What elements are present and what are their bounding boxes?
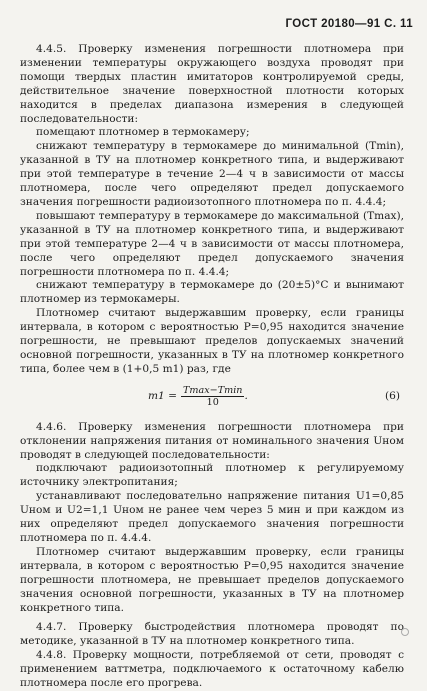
paragraph-4-4-6: 4.4.6. Проверку изменения погрешности плотномера при отклонении напряжения питания от номинального значения Uном проводят в следующей последовательности: <box>20 420 404 461</box>
page-header: ГОСТ 20180—91 С. 11 <box>285 18 413 30</box>
formula-lhs: m1 = <box>148 389 178 402</box>
formula-denominator: 10 <box>206 397 219 409</box>
step-raise-temperature: повышают температуру в термокамере до максимальной (Tmax), указанной в ТУ на плотномер конкретного типа, и выдерживают при этой температуре 2—4 ч в зависимости от массы плотномера, после чего определяют предел допускаемого значения погрешности плотномера по п. 4.4.4; <box>20 209 404 278</box>
document-body <box>20 43 404 691</box>
formula-6 <box>20 383 404 411</box>
step-connect-power: подключают радиоизотопный плотномер к регулируемому источнику электропитания; <box>20 462 404 489</box>
paragraph-4-4-7: 4.4.7. Проверку быстродействия плотномера проводят по методике, указанной в ТУ на плотномер конкретного типа. <box>20 621 404 648</box>
paragraph-4-4-5: 4.4.5. Проверку изменения погрешности плотномера при изменении температуры окружающего воздуха проводят при помощи твердых пластин имитаторов контролируемой среды, действительное значение поверхностной плотности которых находится в пределах диапазона измерения в следующей последовательности: <box>20 43 404 125</box>
formula-end: . <box>244 389 248 402</box>
formula-numerator: Tmax−Tmin <box>183 385 243 397</box>
step-place-in-chamber: помещают плотномер в термокамеру; <box>36 126 250 139</box>
acceptance-criterion-4-4-5: Плотномер считают выдержавшим проверку, если границы интервала, в котором с вероятностью P=0,95 находится значение погрешности, не превышают пределов допускаемых значений основной погрешности, указанных в ТУ на плотномер конкретного типа, более чем в (1+0,5 m1) раз, где <box>20 307 404 375</box>
step-set-voltage: устанавливают последовательно напряжение питания U1=0,85 Uном и U2=1,1 Uном не ранее чем через 5 мин и при каждом из них определяют предел допускаемого значения погрешности плотномера по п. 4.4.4. <box>20 490 404 544</box>
scan-mark <box>401 628 409 636</box>
acceptance-criterion-4-4-6: Плотномер считают выдержавшим проверку, если границы интервала, в котором с вероятностью P=0,95 находится значение погрешности плотномера, не превышает пределов допускаемого значения основной погрешности, указанных в ТУ на плотномер конкретного типа. <box>20 545 404 614</box>
formula-fraction <box>181 385 244 408</box>
step-return-temperature: снижают температуру в термокамере до (20±5)°С и вынимают плотномер из термокамеры. <box>20 279 404 306</box>
step-lower-temperature: снижают температуру в термокамере до минимальной (Tmin), указанной в ТУ на плотномер конкретного типа, и выдерживают при этой температуре в течение 2—4 ч в зависимости от массы плотномера, после чего определяют предел допускаемого значения погрешности радиоизотопного плотномера по п. 4.4.4; <box>20 140 404 208</box>
paragraph-4-4-8: 4.4.8. Проверку мощности, потребляемой от сети, проводят с применением ваттметра, подключаемого к остаточному кабелю плотномера после его прогрева. <box>20 649 404 690</box>
formula-number: (6) <box>384 389 400 402</box>
